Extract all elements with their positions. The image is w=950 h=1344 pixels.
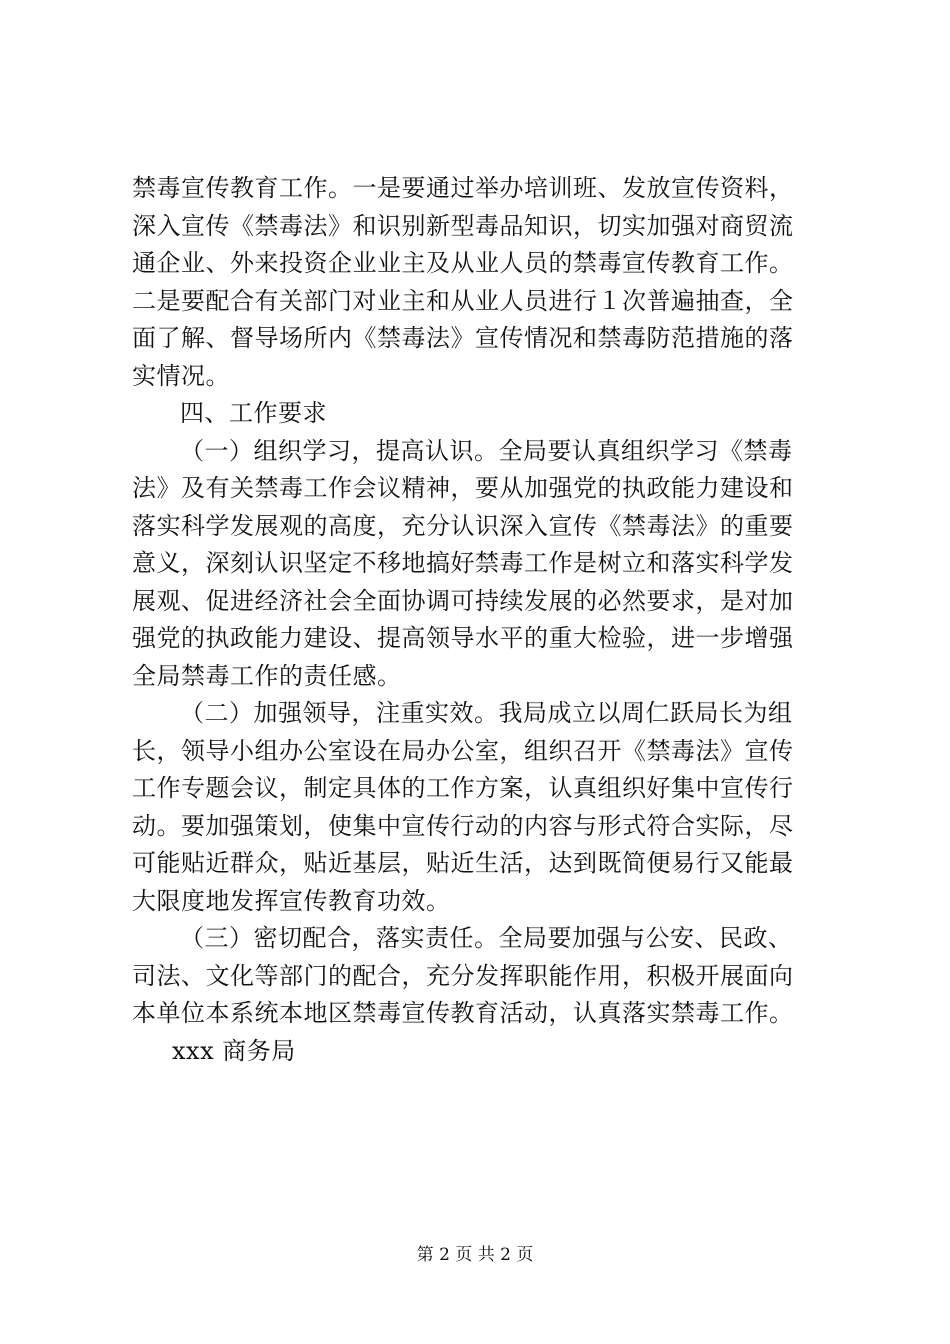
body-line: 意义，深刻认识坚定不移地搞好禁毒工作是树立和落实科学发	[132, 549, 794, 577]
body-line: 深入宣传《禁毒法》和识别新型毒品知识，切实加强对商贸流	[132, 211, 794, 240]
paragraph-heading: （二）加强领导，注重实效。我局成立以周仁跃局长为组	[180, 699, 793, 727]
body-line: 动。要加强策划，使集中宣传行动的内容与形式符合实际，尽	[132, 811, 794, 840]
body-line: 全局禁毒工作的责任感。	[132, 661, 402, 690]
body-line: 长，领导小组办公室设在局办公室，组织召开《禁毒法》宣传	[132, 736, 794, 765]
body-line: 展观、促进经济社会全面协调可持续发展的必然要求，是对加	[132, 586, 794, 615]
body-line: 法》及有关禁毒工作会议精神，要从加强党的执政能力建设和	[132, 474, 794, 502]
body-line: 强党的执政能力建设、提高领导水平的重大检验，进一步增强	[132, 624, 794, 652]
body-line: 面了解、督导场所内《禁毒法》宣传情况和禁毒防范措施的落	[132, 324, 794, 352]
body-line: 可能贴近群众，贴近基层，贴近生活，达到既简便易行又能最	[132, 849, 794, 877]
body-line: 落实科学发展观的高度，充分认识深入宣传《禁毒法》的重要	[132, 511, 794, 540]
body-line: 工作专题会议，制定具体的工作方案，认真组织好集中宣传行	[132, 774, 794, 802]
paragraph-heading: （三）密切配合，落实责任。全局要加强与公安、民政、	[180, 924, 793, 952]
page-number-footer: 第 2 页 共 2 页	[416, 1245, 534, 1265]
section-heading: 四、工作要求	[180, 399, 327, 427]
signature-line: xxx 商务局	[172, 1036, 296, 1065]
body-line: 实情况。	[132, 361, 230, 390]
body-line: 禁毒宣传教育工作。一是要通过举办培训班、发放宣传资料，	[132, 174, 794, 202]
body-line: 司法、文化等部门的配合，充分发挥职能作用，积极开展面向	[132, 961, 794, 990]
body-line: 通企业、外来投资企业业主及从业人员的禁毒宣传教育工作。	[132, 249, 794, 277]
document-body	[132, 170, 822, 1070]
body-line: 大限度地发挥宣传教育功效。	[132, 886, 451, 915]
body-line: 二是要配合有关部门对业主和从业人员进行１次普遍抽查，全	[132, 286, 794, 315]
body-line: 本单位本系统本地区禁毒宣传教育活动，认真落实禁毒工作。	[132, 999, 794, 1027]
paragraph-heading: （一）组织学习，提高认识。全局要认真组织学习《禁毒	[180, 436, 793, 465]
